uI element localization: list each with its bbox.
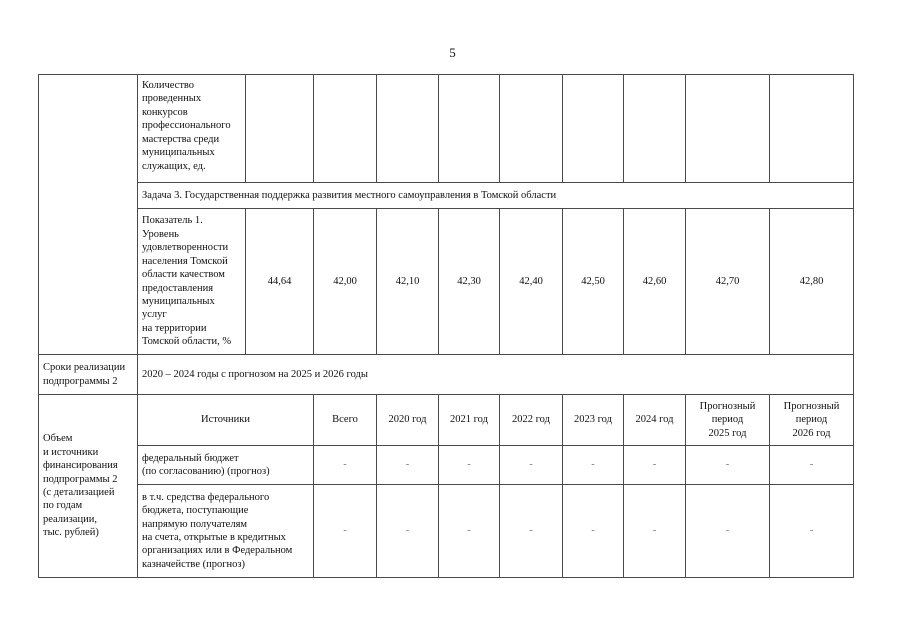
federal-budget-value: - bbox=[377, 446, 439, 485]
blank-left-cell bbox=[39, 75, 138, 355]
federal-budget-label: федеральный бюджет (по согласованию) (прогноз) bbox=[138, 446, 314, 485]
contests-value-cell bbox=[246, 75, 314, 183]
page-number: 5 bbox=[449, 45, 456, 60]
contests-value-cell bbox=[563, 75, 624, 183]
federal-budget-row bbox=[39, 446, 854, 485]
federal-direct-value: - bbox=[770, 485, 854, 578]
indicator1-value: 42,40 bbox=[500, 209, 563, 355]
task3-text: Задача 3. Государственная поддержка развития местного самоуправления в Томской области bbox=[138, 183, 854, 209]
indicator1-value: 42,70 bbox=[686, 209, 770, 355]
contests-value-cell bbox=[686, 75, 770, 183]
header-year: 2020 год bbox=[377, 395, 439, 446]
header-year: 2024 год bbox=[624, 395, 686, 446]
contests-value-cell bbox=[377, 75, 439, 183]
terms-value: 2020 – 2024 годы с прогнозом на 2025 и 2026 годы bbox=[138, 355, 854, 395]
federal-direct-value: - bbox=[500, 485, 563, 578]
terms-row bbox=[39, 355, 854, 395]
indicator1-label: Показатель 1. Уровень удовлетворенности населения Томской области качеством предоставления муниципальных услуг на территории Томской области, % bbox=[138, 209, 246, 355]
indicator1-value: 42,10 bbox=[377, 209, 439, 355]
federal-budget-value: - bbox=[686, 446, 770, 485]
contests-label: Количество проведенных конкурсов профессионального мастерства среди муниципальных служащих, ед. bbox=[138, 75, 246, 183]
federal-direct-value: - bbox=[377, 485, 439, 578]
subprogram-passport-table bbox=[38, 74, 854, 578]
federal-direct-value: - bbox=[314, 485, 377, 578]
header-forecast-2025: Прогнозный период 2025 год bbox=[686, 395, 770, 446]
contests-value-cell bbox=[770, 75, 854, 183]
header-year: 2022 год bbox=[500, 395, 563, 446]
federal-budget-value: - bbox=[563, 446, 624, 485]
federal-budget-value: - bbox=[624, 446, 686, 485]
funding-label: Объем и источники финансирования подпрограммы 2 (с детализацией по годам реализации, тыс. рублей) bbox=[39, 395, 138, 578]
indicator1-value: 42,00 bbox=[314, 209, 377, 355]
indicator1-value: 42,60 bbox=[624, 209, 686, 355]
indicator1-value: 42,50 bbox=[563, 209, 624, 355]
contests-value-cell bbox=[314, 75, 377, 183]
header-sources: Источники bbox=[138, 395, 314, 446]
indicator1-value: 42,30 bbox=[439, 209, 500, 355]
federal-direct-value: - bbox=[563, 485, 624, 578]
header-forecast-2026: Прогнозный период 2026 год bbox=[770, 395, 854, 446]
federal-budget-value: - bbox=[314, 446, 377, 485]
header-year: 2021 год bbox=[439, 395, 500, 446]
contests-value-cell bbox=[624, 75, 686, 183]
header-total: Всего bbox=[314, 395, 377, 446]
indicator1-row bbox=[39, 209, 854, 355]
header-year: 2023 год bbox=[563, 395, 624, 446]
contests-row bbox=[39, 75, 854, 183]
funding-header-row bbox=[39, 395, 854, 446]
indicator1-value: 44,64 bbox=[246, 209, 314, 355]
federal-direct-value: - bbox=[439, 485, 500, 578]
contests-value-cell bbox=[439, 75, 500, 183]
federal-direct-value: - bbox=[624, 485, 686, 578]
terms-label: Сроки реализации подпрограммы 2 bbox=[39, 355, 138, 395]
federal-direct-value: - bbox=[686, 485, 770, 578]
federal-budget-value: - bbox=[500, 446, 563, 485]
federal-direct-label: в т.ч. средства федерального бюджета, поступающие напрямую получателям на счета, открытые в кредитных организациях или в Федеральном казначействе (прогноз) bbox=[138, 485, 314, 578]
federal-direct-row bbox=[39, 485, 854, 578]
contests-value-cell bbox=[500, 75, 563, 183]
federal-budget-value: - bbox=[439, 446, 500, 485]
federal-budget-value: - bbox=[770, 446, 854, 485]
indicator1-value: 42,80 bbox=[770, 209, 854, 355]
task3-row bbox=[39, 183, 854, 209]
